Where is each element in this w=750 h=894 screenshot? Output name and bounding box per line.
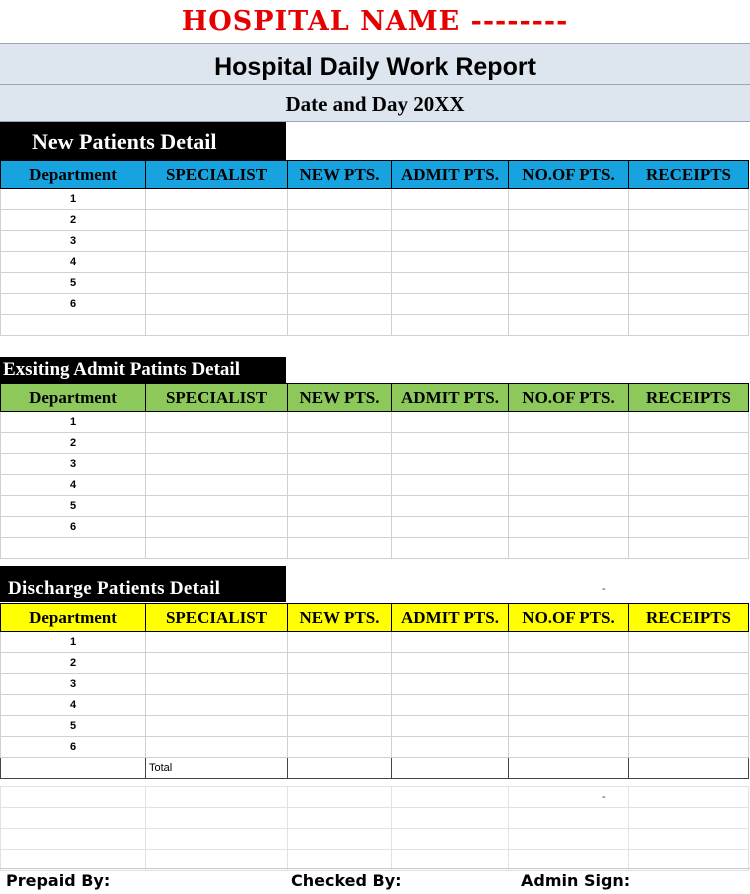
cell[interactable] — [146, 653, 288, 674]
cell[interactable] — [1, 808, 146, 829]
cell[interactable] — [509, 808, 629, 829]
cell[interactable] — [509, 315, 629, 336]
row-number: 1 — [1, 412, 146, 433]
cell[interactable] — [629, 829, 749, 850]
table-row — [1, 517, 749, 538]
cell[interactable] — [146, 189, 288, 210]
existing-patients-table — [0, 383, 749, 559]
cell[interactable] — [1, 758, 146, 779]
cell[interactable] — [146, 454, 288, 475]
col-specialist: SPECIALIST — [146, 604, 288, 632]
cell[interactable] — [288, 189, 392, 210]
table-row — [1, 653, 749, 674]
cell[interactable] — [509, 653, 629, 674]
row-number: 4 — [1, 475, 146, 496]
cell[interactable] — [146, 674, 288, 695]
cell[interactable] — [629, 433, 749, 454]
table-row — [1, 433, 749, 454]
cell[interactable] — [146, 412, 288, 433]
cell[interactable] — [509, 273, 629, 294]
cell[interactable] — [288, 412, 392, 433]
cell[interactable] — [509, 787, 629, 808]
table-row — [1, 189, 749, 210]
table-row — [1, 496, 749, 517]
col-new-pts: NEW PTS. — [288, 384, 392, 412]
row-number: 2 — [1, 433, 146, 454]
cell[interactable] — [509, 412, 629, 433]
cell[interactable] — [288, 695, 392, 716]
cell[interactable] — [629, 787, 749, 808]
cell[interactable] — [509, 433, 629, 454]
cell[interactable] — [1, 787, 146, 808]
table-row — [1, 273, 749, 294]
cell[interactable] — [288, 538, 392, 559]
cell[interactable] — [288, 433, 392, 454]
row-number: 5 — [1, 273, 146, 294]
date-line: Date and Day 20XX — [0, 85, 750, 122]
new-patients-table — [0, 160, 749, 336]
total-receipts[interactable] — [629, 758, 749, 779]
table-row — [1, 315, 749, 336]
empty-rows — [0, 786, 749, 871]
cell[interactable] — [392, 829, 509, 850]
cell[interactable] — [509, 632, 629, 653]
row-number: 5 — [1, 496, 146, 517]
cell[interactable] — [392, 475, 509, 496]
total-label: Total — [146, 758, 288, 779]
cell[interactable] — [629, 475, 749, 496]
cell[interactable] — [509, 538, 629, 559]
row-number: 4 — [1, 695, 146, 716]
table-row — [1, 787, 749, 808]
cell[interactable] — [392, 412, 509, 433]
table-row — [1, 632, 749, 653]
cell[interactable] — [146, 496, 288, 517]
cell[interactable] — [629, 252, 749, 273]
cell[interactable] — [146, 433, 288, 454]
cell[interactable] — [629, 294, 749, 315]
discharge-patients-title: Discharge Patients Detail — [0, 566, 286, 602]
col-no-of-pts: NO.OF PTS. — [509, 161, 629, 189]
table-row — [1, 737, 749, 758]
table-row — [1, 674, 749, 695]
cell[interactable] — [509, 252, 629, 273]
col-new-pts: NEW PTS. — [288, 604, 392, 632]
row-number: 3 — [1, 231, 146, 252]
table-header — [1, 161, 749, 189]
cell[interactable] — [288, 737, 392, 758]
cell[interactable] — [509, 454, 629, 475]
cell[interactable] — [509, 829, 629, 850]
cell[interactable] — [509, 294, 629, 315]
cell[interactable] — [629, 412, 749, 433]
row-number: 6 — [1, 517, 146, 538]
cell[interactable] — [629, 454, 749, 475]
prepaid-by-label: Prepaid By: — [6, 871, 111, 890]
table-row — [1, 538, 749, 559]
row-number: 2 — [1, 653, 146, 674]
cell[interactable] — [146, 273, 288, 294]
cell[interactable] — [146, 252, 288, 273]
cell[interactable] — [509, 189, 629, 210]
row-number: 3 — [1, 454, 146, 475]
table-row — [1, 231, 749, 252]
discharge-patients-table — [0, 603, 749, 779]
col-department: Department — [1, 161, 146, 189]
cell[interactable] — [509, 475, 629, 496]
cell[interactable] — [509, 210, 629, 231]
cell[interactable] — [629, 496, 749, 517]
cell[interactable] — [146, 716, 288, 737]
cell[interactable] — [392, 538, 509, 559]
col-new-pts: NEW PTS. — [288, 161, 392, 189]
table-row — [1, 252, 749, 273]
total-new-pts[interactable] — [288, 758, 392, 779]
cell[interactable] — [288, 632, 392, 653]
col-department: Department — [1, 604, 146, 632]
total-admit-pts[interactable] — [392, 758, 509, 779]
cell[interactable] — [392, 294, 509, 315]
dash-mark: - — [602, 583, 606, 595]
col-admit-pts: ADMIT PTS. — [392, 604, 509, 632]
cell[interactable] — [392, 210, 509, 231]
cell[interactable] — [392, 808, 509, 829]
hospital-name: HOSPITAL NAME -------- — [0, 0, 750, 44]
cell[interactable] — [146, 210, 288, 231]
cell[interactable] — [629, 231, 749, 252]
cell[interactable] — [146, 294, 288, 315]
cell[interactable] — [392, 716, 509, 737]
signature-footer — [0, 868, 750, 894]
col-specialist: SPECIALIST — [146, 161, 288, 189]
cell[interactable] — [629, 273, 749, 294]
cell[interactable] — [288, 273, 392, 294]
cell[interactable] — [629, 315, 749, 336]
total-row — [1, 758, 749, 779]
row-number: 2 — [1, 210, 146, 231]
cell[interactable] — [288, 315, 392, 336]
table-row — [1, 454, 749, 475]
cell[interactable] — [146, 787, 288, 808]
cell[interactable] — [146, 538, 288, 559]
cell[interactable] — [509, 674, 629, 695]
col-specialist: SPECIALIST — [146, 384, 288, 412]
new-patients-title: New Patients Detail — [0, 122, 286, 160]
cell[interactable] — [629, 716, 749, 737]
cell[interactable] — [629, 674, 749, 695]
cell[interactable] — [629, 737, 749, 758]
row-number: 5 — [1, 716, 146, 737]
cell[interactable] — [509, 231, 629, 252]
table-row — [1, 210, 749, 231]
cell[interactable] — [629, 808, 749, 829]
report-title: Hospital Daily Work Report — [0, 44, 750, 85]
cell[interactable] — [509, 737, 629, 758]
row-number: 1 — [1, 632, 146, 653]
cell[interactable] — [1, 315, 146, 336]
cell[interactable] — [629, 653, 749, 674]
row-number: 6 — [1, 294, 146, 315]
col-admit-pts: ADMIT PTS. — [392, 384, 509, 412]
row-number: 3 — [1, 674, 146, 695]
cell[interactable] — [288, 653, 392, 674]
cell[interactable] — [629, 632, 749, 653]
row-number: 6 — [1, 737, 146, 758]
total-no-of-pts[interactable] — [509, 758, 629, 779]
cell[interactable] — [146, 808, 288, 829]
table-row — [1, 808, 749, 829]
cell[interactable] — [392, 737, 509, 758]
cell[interactable] — [1, 829, 146, 850]
cell[interactable] — [629, 538, 749, 559]
cell[interactable] — [288, 517, 392, 538]
existing-patients-title: Exsiting Admit Patints Detail — [0, 357, 286, 383]
cell[interactable] — [392, 252, 509, 273]
cell[interactable] — [629, 189, 749, 210]
cell[interactable] — [509, 695, 629, 716]
col-no-of-pts: NO.OF PTS. — [509, 604, 629, 632]
table-row — [1, 475, 749, 496]
cell[interactable] — [629, 210, 749, 231]
cell[interactable] — [392, 496, 509, 517]
cell[interactable] — [392, 653, 509, 674]
col-department: Department — [1, 384, 146, 412]
col-admit-pts: ADMIT PTS. — [392, 161, 509, 189]
cell[interactable] — [392, 695, 509, 716]
checked-by-label: Checked By: — [291, 871, 402, 890]
cell[interactable] — [146, 315, 288, 336]
cell[interactable] — [392, 787, 509, 808]
cell[interactable] — [146, 517, 288, 538]
cell[interactable] — [288, 674, 392, 695]
cell[interactable] — [288, 210, 392, 231]
cell[interactable] — [288, 496, 392, 517]
row-number: 1 — [1, 189, 146, 210]
cell[interactable] — [288, 252, 392, 273]
cell[interactable] — [629, 517, 749, 538]
cell[interactable] — [146, 475, 288, 496]
cell[interactable] — [288, 829, 392, 850]
cell[interactable] — [509, 496, 629, 517]
cell[interactable] — [288, 716, 392, 737]
dash-mark: - — [602, 791, 606, 803]
col-receipts: RECEIPTS — [629, 384, 749, 412]
cell[interactable] — [392, 674, 509, 695]
table-header — [1, 384, 749, 412]
admin-sign-label: Admin Sign: — [521, 871, 631, 890]
cell[interactable] — [392, 454, 509, 475]
cell[interactable] — [288, 294, 392, 315]
cell[interactable] — [1, 538, 146, 559]
table-row — [1, 412, 749, 433]
cell[interactable] — [146, 231, 288, 252]
cell[interactable] — [146, 695, 288, 716]
table-row — [1, 716, 749, 737]
cell[interactable] — [288, 231, 392, 252]
table-header — [1, 604, 749, 632]
cell[interactable] — [392, 433, 509, 454]
cell[interactable] — [392, 189, 509, 210]
row-number: 4 — [1, 252, 146, 273]
col-no-of-pts: NO.OF PTS. — [509, 384, 629, 412]
cell[interactable] — [146, 829, 288, 850]
cell[interactable] — [509, 716, 629, 737]
cell[interactable] — [288, 808, 392, 829]
cell[interactable] — [288, 454, 392, 475]
table-row — [1, 829, 749, 850]
cell[interactable] — [392, 231, 509, 252]
cell[interactable] — [392, 315, 509, 336]
cell[interactable] — [288, 475, 392, 496]
cell[interactable] — [392, 517, 509, 538]
cell[interactable] — [288, 787, 392, 808]
cell[interactable] — [146, 737, 288, 758]
table-row — [1, 294, 749, 315]
cell[interactable] — [392, 632, 509, 653]
col-receipts: RECEIPTS — [629, 161, 749, 189]
col-receipts: RECEIPTS — [629, 604, 749, 632]
cell[interactable] — [629, 695, 749, 716]
cell[interactable] — [146, 632, 288, 653]
cell[interactable] — [392, 273, 509, 294]
cell[interactable] — [509, 517, 629, 538]
table-row — [1, 695, 749, 716]
